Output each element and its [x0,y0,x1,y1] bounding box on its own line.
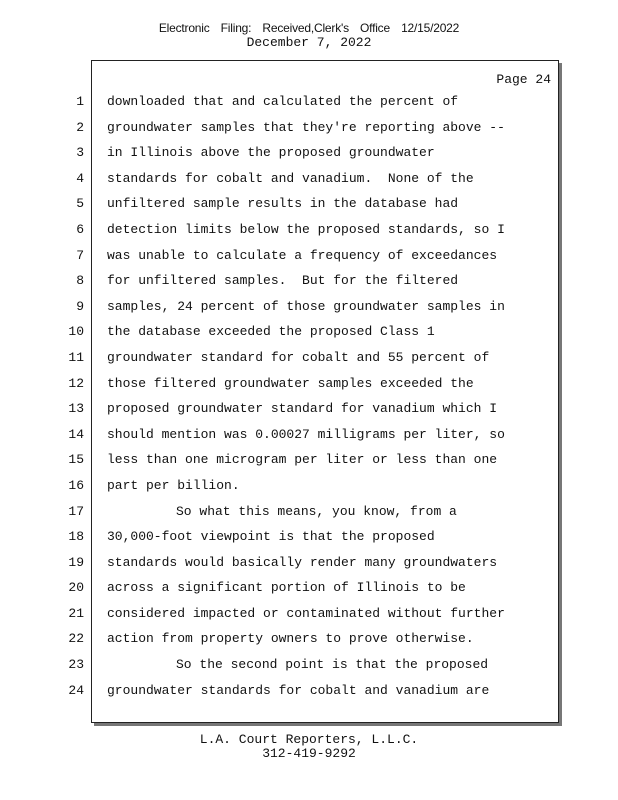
line-text: across a significant portion of Illinois to be [107,580,466,596]
line-text: samples, 24 percent of those groundwater samples in [107,298,505,314]
line-text: groundwater samples that they're reporting above -- [107,119,505,135]
transcript-line [0,116,618,142]
line-number: 8 [76,273,84,289]
filing-stamp: Electronic Filing: Received,Clerk's Office 12/15/2022 [158,21,460,35]
page-number: Page 24 [496,72,551,87]
line-text: in Illinois above the proposed groundwater [107,145,435,161]
line-number: 15 [68,452,84,468]
line-number: 14 [68,426,84,442]
reporter-company: L.A. Court Reporters, L.L.C. [199,732,419,747]
line-number: 21 [68,605,84,621]
line-number: 20 [68,580,84,596]
transcript-line [0,218,618,244]
line-text: the database exceeded the proposed Class 1 [107,324,435,340]
line-number: 22 [68,631,84,647]
line-text: downloaded that and calculated the percent of [107,94,459,109]
transcript-line [0,397,618,423]
transcript-line [0,295,618,321]
transcript-line [0,602,618,628]
line-number: 12 [68,375,84,391]
transcript-line [0,525,618,551]
line-number: 23 [68,657,84,673]
line-text: proposed groundwater standard for vanadium which I [107,401,498,417]
transcript-line [0,244,618,270]
line-text: those filtered groundwater samples exceeded the [107,375,474,391]
transcript-line [0,679,618,705]
transcript-line [0,346,618,372]
transcript-line [0,500,618,526]
line-number: 18 [68,529,84,545]
transcript-date: December 7, 2022 [246,35,372,50]
line-text: unfiltered sample results in the database had [107,196,459,212]
line-number: 17 [68,503,84,519]
line-text: less than one microgram per liter or less than one [107,452,498,468]
line-text: standards would basically render many groundwaters [107,554,498,570]
transcript-line [0,576,618,602]
line-number: 11 [68,349,84,365]
transcript-line [0,627,618,653]
transcript-line [0,320,618,346]
line-number: 16 [68,477,84,493]
line-number: 3 [76,145,84,161]
line-number: 24 [68,682,84,698]
transcript-line [0,141,618,167]
line-number: 9 [76,298,84,314]
transcript-line [0,192,618,218]
line-text: groundwater standard for cobalt and 55 percent of [107,349,490,365]
line-text: So the second point is that the proposed [176,657,489,673]
line-number: 10 [68,324,84,340]
transcript-line [0,269,618,295]
transcript-line [0,372,618,398]
transcript-line [0,474,618,500]
line-number: 6 [76,221,84,237]
line-text: was unable to calculate a frequency of exceedances [107,247,498,263]
line-number: 5 [76,196,84,212]
transcript-line [0,653,618,679]
line-text: should mention was 0.00027 milligrams per liter, so [107,426,505,442]
line-number: 1 [76,94,84,109]
line-number: 2 [76,119,84,135]
transcript-line [0,551,618,577]
line-text: considered impacted or contaminated without further [107,605,505,621]
transcript-line [0,448,618,474]
transcript-line [0,167,618,193]
line-text: standards for cobalt and vanadium. None of the [107,170,474,186]
line-text: detection limits below the proposed standards, so I [107,221,505,237]
line-number: 7 [76,247,84,263]
reporter-phone: 312-419-9292 [262,746,356,761]
line-text: 30,000-foot viewpoint is that the proposed [107,529,435,545]
footer [0,733,618,761]
line-text: for unfiltered samples. But for the filtered [107,273,459,289]
line-number: 13 [68,401,84,417]
transcript-lines [0,90,618,704]
line-text: groundwater standards for cobalt and vanadium are [107,682,490,698]
line-text: action from property owners to prove otherwise. [107,631,474,647]
transcript-line [0,423,618,449]
line-text: part per billion. [107,477,240,493]
transcript-line [0,90,618,116]
line-number: 4 [76,170,84,186]
line-text: So what this means, you know, from a [176,503,457,519]
line-number: 19 [68,554,84,570]
